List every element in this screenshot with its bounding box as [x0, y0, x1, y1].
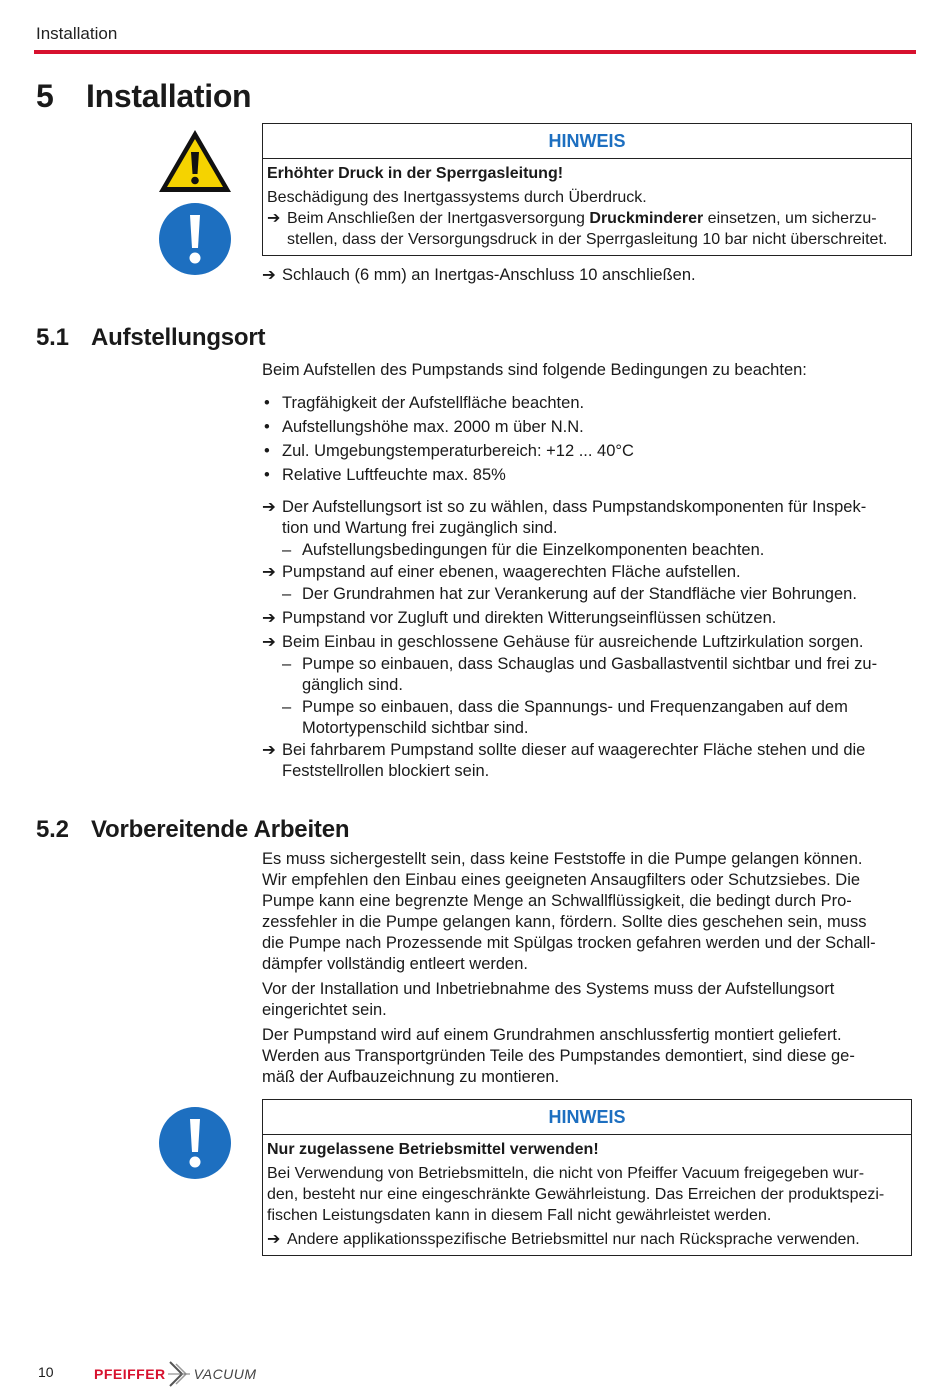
- chapter-number: 5: [36, 78, 54, 114]
- notice-action: ➔ Beim Anschließen der Inertgasversorgung Druckminderer einsetzen, um sicherzu- stellen, dass der Versorgungsdruck in der Sperrgasleitung 10 bar nicht überschreitet.: [267, 210, 888, 248]
- notice-title: HINWEIS: [263, 1100, 911, 1135]
- paragraph: Es muss sichergestellt sein, dass keine Feststoffe in die Pumpe gelangen können. Wir empfehlen den Einbau eines geeigneten Ansaugfilters oder Schutzsiebes. Die Pumpe kann eine begrenzte Menge an Schwallflüssigkeit, die bedingt durch Pro- zessfehler in die Pumpe gelangen kann, fördern. Sollte dies geschehen sein, muss die Pumpe nach Prozessende mit Spülgas trocken gefahren werden und der Schall- dämpfer vollständig entleert werden.: [262, 850, 876, 973]
- list-item: • Relative Luftfeuchte max. 85%: [262, 465, 914, 486]
- paragraph: Der Pumpstand wird auf einem Grundrahmen anschlussfertig montiert geliefert. Werden aus Transportgründen Teile des Pumpstandes demontiert, sind diese ge- mäß der Aufbauzeichnung zu montieren.: [262, 1026, 855, 1086]
- logo-word-vacuum: VACUUM: [193, 1366, 257, 1382]
- arrow-icon: ➔: [262, 609, 276, 627]
- arrow-icon: ➔: [262, 266, 276, 284]
- instruction-hose: ➔ Schlauch (6 mm) an Inertgas-Anschluss 10 anschließen.: [262, 266, 696, 284]
- arrow-icon: ➔: [262, 498, 276, 516]
- section-heading-5-1: 5.1 Aufstellungsort: [36, 324, 266, 351]
- mandatory-info-icon: [158, 1106, 232, 1180]
- instruction-step: ➔ Beim Einbau in geschlossene Gehäuse für ausreichende Luftzirkulation sorgen.: [262, 633, 864, 651]
- section-5-1-body: [262, 357, 914, 782]
- instruction-step: ➔ Pumpstand vor Zugluft und direkten Witterungseinflüssen schützen.: [262, 609, 777, 627]
- notice-heading: Nur zugelassene Betriebsmittel verwenden!: [267, 1141, 599, 1158]
- logo-mark-icon: [168, 1359, 192, 1389]
- notice-bold-term: Druckminderer: [589, 210, 704, 227]
- arrow-icon: ➔: [262, 633, 276, 651]
- paragraph: Vor der Installation und Inbetriebnahme des Systems muss der Aufstellungsort eingerichtet sein.: [262, 980, 835, 1019]
- instruction-step: ➔ Pumpstand auf einer ebenen, waagerechten Fläche aufstellen.: [262, 563, 741, 581]
- notice-box-operating-fluids: [262, 1099, 912, 1256]
- notice-action: ➔ Andere applikationsspezifische Betriebsmittel nur nach Rücksprache verwenden.: [267, 1231, 860, 1248]
- warning-triangle-icon: [157, 128, 233, 194]
- notice-box-pressure: [262, 123, 912, 256]
- running-header: Installation: [36, 24, 118, 43]
- arrow-icon: ➔: [267, 210, 281, 227]
- arrow-icon: ➔: [262, 741, 276, 759]
- header-rule: [34, 50, 916, 54]
- page-number: 10: [38, 1364, 54, 1380]
- logo-word-pfeiffer: PFEIFFER: [94, 1366, 166, 1382]
- notice-heading: Erhöhter Druck in der Sperrgasleitung!: [267, 165, 564, 182]
- notice-text: Bei Verwendung von Betriebsmitteln, die nicht von Pfeiffer Vacuum freigegeben wur- den, besteht nur eine eingeschränkte Gewährleistung. Das Erreichen der produktspezi- fischen Leistungsdaten kann in diesem Fall nicht gewährleistet werden.: [267, 1165, 885, 1224]
- mandatory-info-icon: [158, 202, 232, 276]
- list-item: • Aufstellungshöhe max. 2000 m über N.N.: [262, 417, 914, 438]
- section-5-2-body: [262, 849, 914, 1088]
- list-item: • Tragfähigkeit der Aufstellfläche beachten.: [262, 393, 914, 414]
- list-item: • Zul. Umgebungstemperaturbereich: +12 ... 40°C: [262, 441, 914, 462]
- sub-step: – Der Grundrahmen hat zur Verankerung auf der Standfläche vier Bohrungen.: [262, 584, 914, 605]
- notice-text: Beschädigung des Inertgassystems durch Überdruck.: [267, 189, 647, 206]
- sub-step: – Pumpe so einbauen, dass die Spannungs- und Frequenzangaben auf dem Motortypenschild sichtbar sind.: [262, 697, 914, 739]
- chapter-title: [36, 78, 251, 115]
- section-heading-5-2: 5.2 Vorbereitende Arbeiten: [36, 816, 350, 843]
- sub-step: – Pumpe so einbauen, dass Schauglas und Gasballastventil sichtbar und frei zu- gänglich sind.: [262, 654, 914, 696]
- instruction-step: ➔ Der Aufstellungsort ist so zu wählen, dass Pumpstandskomponenten für Inspek- tion und Wartung frei zugänglich sind.: [262, 498, 867, 537]
- notice-title: HINWEIS: [263, 124, 911, 159]
- chapter-title-text: Installation: [86, 78, 252, 114]
- instruction-step: ➔ Bei fahrbarem Pumpstand sollte dieser auf waagerechter Fläche stehen und die Feststellrollen blockiert sein.: [262, 741, 866, 780]
- pfeiffer-vacuum-logo: [94, 1359, 257, 1389]
- arrow-icon: ➔: [267, 1231, 281, 1248]
- sub-step: – Aufstellungsbedingungen für die Einzelkomponenten beachten.: [262, 540, 914, 561]
- arrow-icon: ➔: [262, 563, 276, 581]
- section-intro: Beim Aufstellen des Pumpstands sind folgende Bedingungen zu beachten:: [262, 361, 807, 379]
